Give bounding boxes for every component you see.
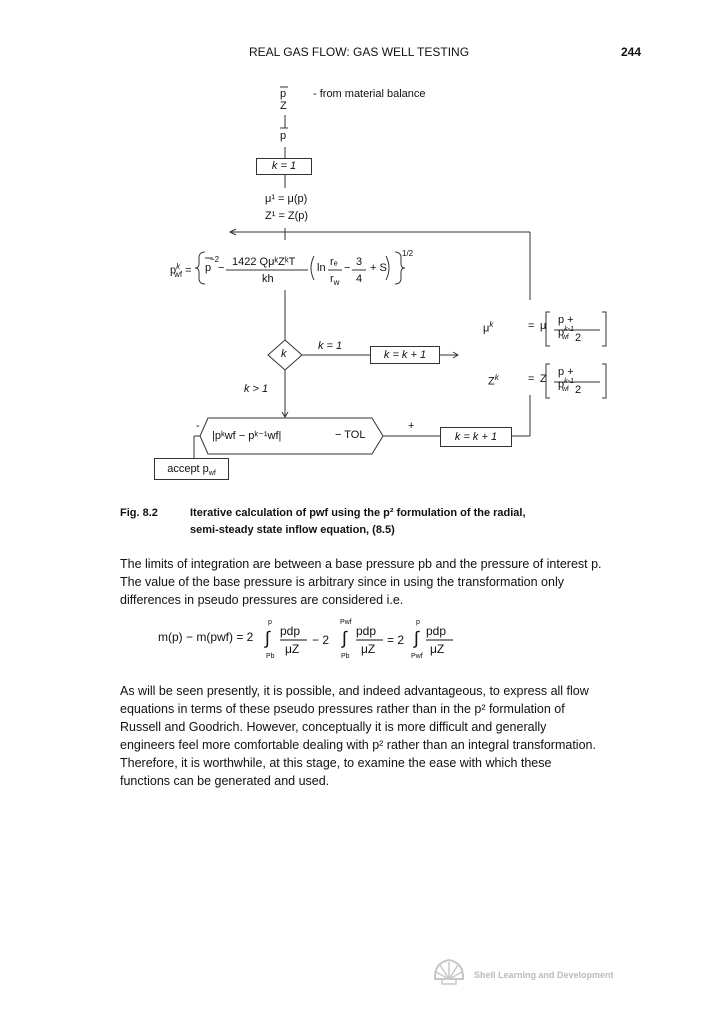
mu-init: μ¹ = μ(p) — [265, 193, 308, 205]
paragraph-2: As will be seen presently, it is possible, and indeed advantageous, to express all flow equations in terms of these pseudo pressures rather than in the p² formulation of Russell and Goodrich. However, conceptually it is more difficult and generally engineers feel more comfortable dealing with p² rather than an integral transformation. Therefore, it is worthwhile, at this stage, to examine the ease with which these functions can be generated and used. — [120, 684, 596, 788]
lim1-upper: p — [268, 619, 272, 626]
lim1-lower: Pb — [266, 653, 275, 660]
lim2-upper: Pwf — [340, 619, 352, 626]
lim3-lower: Pwf — [411, 653, 423, 660]
integrand-den-2: μZ — [361, 642, 376, 656]
eq-denominator: kh — [262, 273, 274, 285]
z-rhs: Z — [540, 373, 547, 385]
decision-k: k — [281, 348, 287, 360]
paragraph-1: The limits of integration are between a base pressure pb and the pressure of interest p. The value of the base pressure is arbitrary since in using the transformation only differences in pseudo pressures are considered i.e. — [120, 557, 602, 607]
integrand-den-3: μZ — [430, 642, 445, 656]
minus-sign: - — [196, 420, 200, 432]
p-bar: p — [280, 130, 287, 142]
running-header: REAL GAS FLOW: GAS WELL TESTING — [249, 45, 470, 59]
mu-rhs: μ — [540, 320, 547, 332]
k-increment-box-2: k = k + 1 — [440, 427, 512, 447]
tol-label: − TOL — [335, 429, 366, 441]
pwf-lhs: $p^k_{wf}$ = — [170, 262, 192, 279]
page-number: 244 — [621, 45, 642, 59]
eq-four: 4 — [356, 273, 363, 285]
z-k: $Z^k$ — [488, 373, 499, 388]
accept-box: accept $p_{wf}$ — [154, 458, 229, 480]
z-frac-den: 2 — [575, 384, 582, 396]
k-init-label: k = 1 — [271, 160, 297, 172]
equation-lhs: m(p) − m(pwf) = 2 — [158, 630, 254, 644]
rhs-coeff: = 2 — [387, 633, 405, 647]
figure-caption-line1: Iterative calculation of pwf using the p² formulation of the radial, — [190, 507, 526, 519]
k-gt-1-branch: k > 1 — [244, 383, 269, 395]
lim2-lower: Pb — [341, 653, 350, 660]
plus-s: + S — [370, 262, 387, 274]
p-bar-top: p — [280, 88, 287, 100]
eq-exponent: −2 — [210, 255, 220, 264]
material-balance-note: - from material balance — [313, 88, 426, 100]
re-label: rₑ — [330, 256, 338, 268]
z-init: Z¹ = Z(p) — [265, 210, 309, 222]
ln-label: ln — [317, 262, 326, 274]
eq-three: 3 — [356, 256, 363, 268]
integrand-den-1: μZ — [285, 642, 300, 656]
mu-frac-num: $p + p^{k-1}_{wf}$ — [558, 314, 574, 341]
shell-logo-icon — [432, 957, 466, 987]
integrand-num-2: pdp — [356, 624, 377, 638]
mu-frac-den: 2 — [575, 332, 582, 344]
footer-brand: Shell Learning and Development — [474, 970, 614, 980]
mid-coeff: − 2 — [312, 633, 330, 647]
eq-numerator: 1422 QμᵏZᵏT — [232, 256, 296, 268]
lim3-upper: p — [416, 619, 420, 626]
z-label: Z — [280, 100, 287, 112]
k-increment-box: k = k + 1 — [370, 346, 440, 364]
figure-caption-line2: semi-steady state inflow equation, (8.5) — [190, 524, 395, 536]
integrand-num-3: pdp — [426, 624, 447, 638]
p-bar-eq: p — [205, 262, 212, 274]
plus-sign: + — [408, 420, 415, 432]
power-half: 1/2 — [402, 249, 414, 258]
abs-diff: |pᵏwf − pᵏ⁻¹wf| — [212, 430, 282, 442]
k-eq-1-branch: k = 1 — [318, 340, 343, 352]
integrand-num-1: pdp — [280, 624, 301, 638]
mu-k: $\mu^k$ — [483, 320, 494, 335]
rw-label: $r_w$ — [330, 273, 340, 288]
mu-equals: = — [528, 320, 535, 332]
z-frac-num: $p + p^{k-1}_{wf}$ — [558, 366, 574, 393]
z-equals: = — [528, 373, 535, 385]
figure-label: Fig. 8.2 — [120, 507, 158, 519]
